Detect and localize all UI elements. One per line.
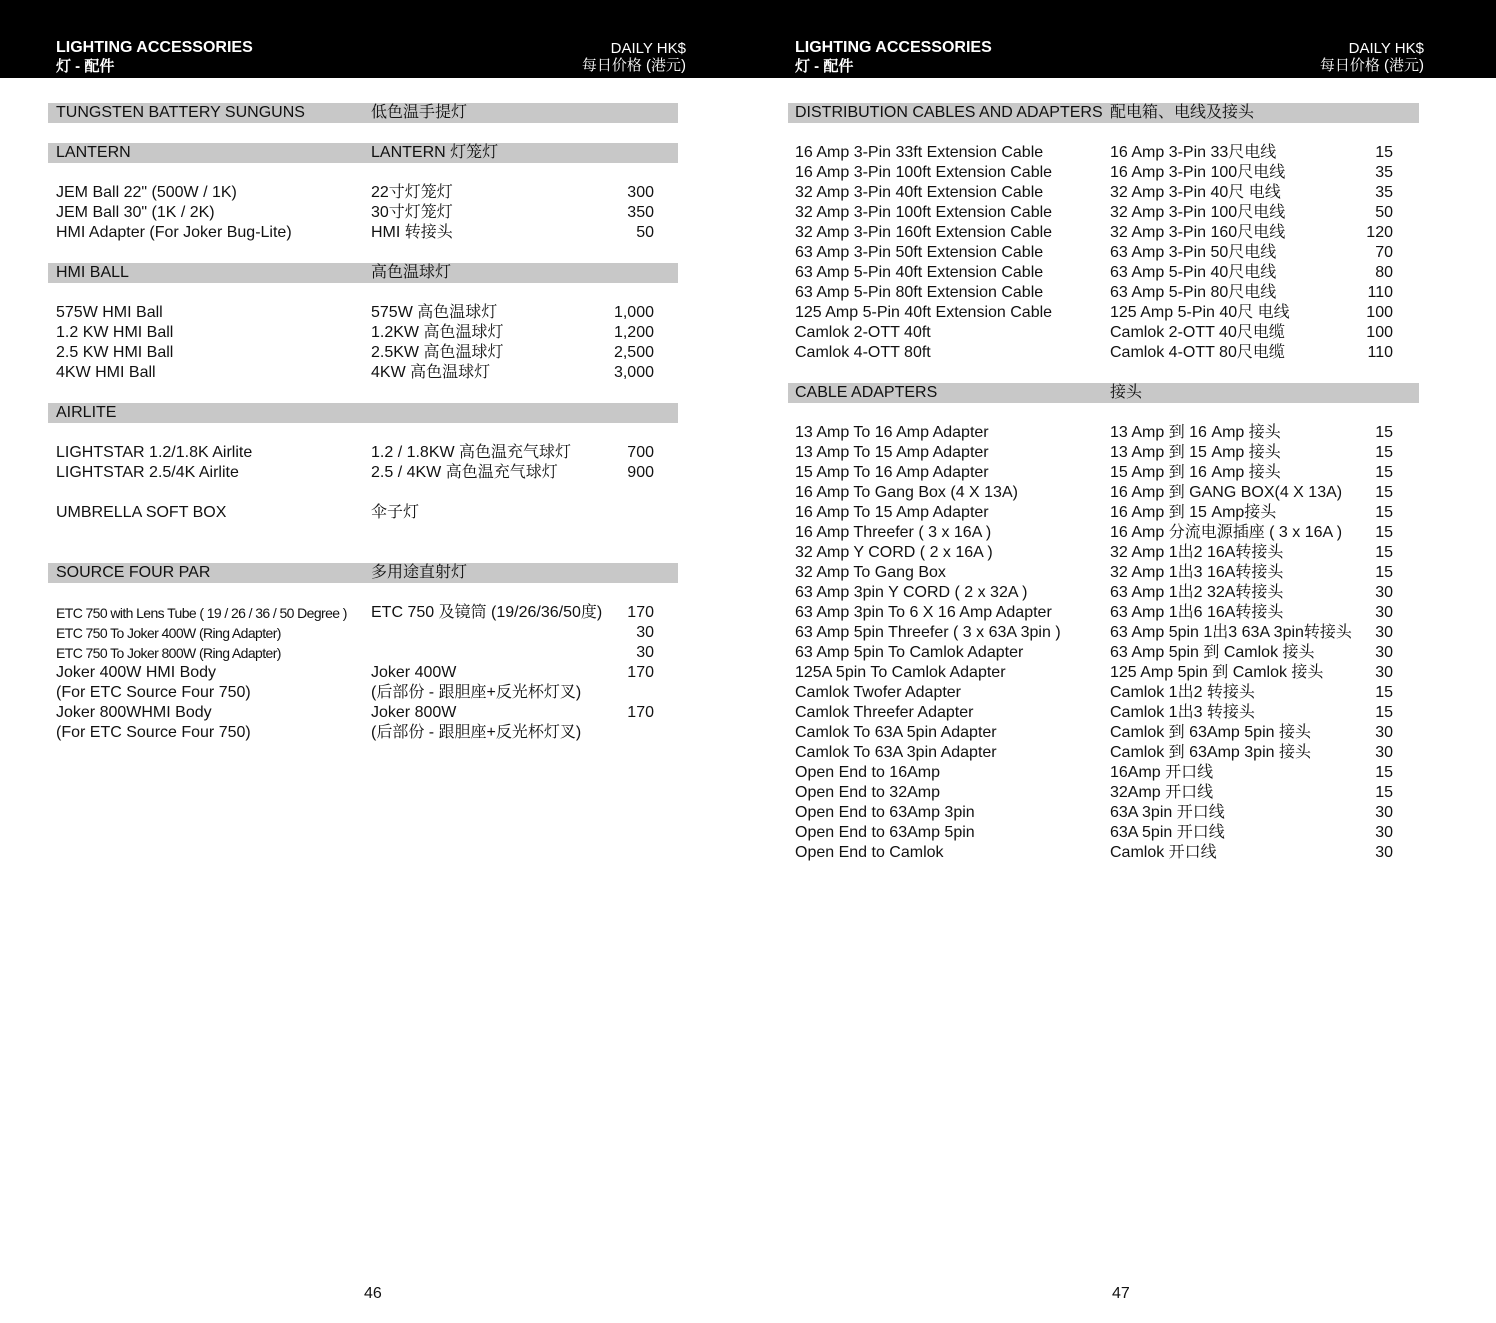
item-price: 30 <box>636 644 654 661</box>
item-price: 30 <box>1375 724 1393 741</box>
item-name-cn: 63A 3pin 开口线 <box>1110 804 1225 821</box>
item-name: 32 Amp 3-Pin 100ft Extension Cable <box>795 204 1053 221</box>
header-title-cn: 灯 - 配件 <box>795 58 854 75</box>
list-item <box>788 643 1419 663</box>
item-name-cn: 32 Amp 3-Pin 40尺 电线 <box>1110 184 1281 201</box>
list-item <box>788 443 1419 463</box>
list-item <box>48 463 678 483</box>
list-item <box>788 303 1419 323</box>
item-price: 100 <box>1366 304 1393 321</box>
list-item <box>788 583 1419 603</box>
item-name: 16 Amp 3-Pin 33ft Extension Cable <box>795 144 1044 161</box>
item-name: Camlok 4-OTT 80ft <box>795 344 931 361</box>
list-item <box>788 143 1419 163</box>
list-item <box>788 703 1419 723</box>
item-name-cn: 2.5 / 4KW 高色温充气球灯 <box>371 464 558 481</box>
item-name-cn: 15 Amp 到 16 Amp 接头 <box>1110 464 1281 481</box>
item-name: 13 Amp To 16 Amp Adapter <box>795 424 989 441</box>
item-name: JEM Ball 30" (1K / 2K) <box>56 204 215 221</box>
item-name: Joker 800WHMI Body <box>56 704 212 721</box>
item-name-cn: 63 Amp 5-Pin 80尺电线 <box>1110 284 1277 301</box>
list-item <box>788 243 1419 263</box>
list-item <box>48 223 678 243</box>
item-name: 32 Amp To Gang Box <box>795 564 946 581</box>
price-list <box>788 103 1419 863</box>
list-item <box>48 503 678 523</box>
item-name: 4KW HMI Ball <box>56 364 156 381</box>
item-name: UMBRELLA SOFT BOX <box>56 504 227 521</box>
list-item <box>48 443 678 463</box>
item-price: 900 <box>627 464 654 481</box>
section-title-cn: 低色温手提灯 <box>371 104 468 121</box>
section-header <box>48 143 678 163</box>
spacer <box>48 543 678 563</box>
item-name-cn: Camlok 1出2 转接头 <box>1110 684 1255 701</box>
item-name-cn: (后部份 - 跟胆座+反光杯灯叉) <box>371 724 582 741</box>
item-price: 35 <box>1375 184 1393 201</box>
item-name-cn: 63 Amp 1出6 16A转接头 <box>1110 604 1284 621</box>
item-name-cn: Joker 800W <box>371 704 457 721</box>
list-item <box>48 643 678 663</box>
list-item <box>788 343 1419 363</box>
item-name: JEM Ball 22" (500W / 1K) <box>56 184 237 201</box>
item-name: Open End to 63Amp 3pin <box>795 804 975 821</box>
item-name-cn: 125 Amp 5-Pin 40尺 电线 <box>1110 304 1290 321</box>
list-item <box>48 323 678 343</box>
item-name: 32 Amp Y CORD ( 2 x 16A ) <box>795 544 993 561</box>
item-price: 35 <box>1375 164 1393 181</box>
spacer <box>788 403 1419 423</box>
right-page <box>748 0 1496 1323</box>
item-name: ETC 750 with Lens Tube ( 19 / 26 / 36 / 50 Degree ) <box>56 605 347 621</box>
list-item <box>788 543 1419 563</box>
item-price: 30 <box>1375 824 1393 841</box>
list-item <box>788 423 1419 443</box>
list-item <box>48 183 678 203</box>
item-price: 80 <box>1375 264 1393 281</box>
page-number: 46 <box>364 1285 382 1302</box>
section-title-cn: 配电箱、电线及接头 <box>1110 104 1255 121</box>
list-item <box>788 503 1419 523</box>
list-item <box>48 303 678 323</box>
list-item <box>48 523 678 543</box>
section-title-cn: 接头 <box>1110 384 1143 401</box>
item-price: 15 <box>1375 784 1393 801</box>
list-item <box>788 843 1419 863</box>
list-item <box>48 683 678 703</box>
item-price: 30 <box>1375 744 1393 761</box>
item-name-cn: Camlok 4-OTT 80尺电缆 <box>1110 344 1285 361</box>
item-price: 350 <box>627 204 654 221</box>
item-price: 170 <box>627 604 654 621</box>
item-price: 170 <box>627 704 654 721</box>
item-price: 15 <box>1375 704 1393 721</box>
section-title-cn: 多用途直射灯 <box>371 564 468 581</box>
item-name: Camlok To 63A 3pin Adapter <box>795 744 997 761</box>
item-name-cn: 30寸灯笼灯 <box>371 204 453 221</box>
list-item <box>788 603 1419 623</box>
item-name: 16 Amp Threefer ( 3 x 16A ) <box>795 524 992 541</box>
item-name-cn: 22寸灯笼灯 <box>371 184 453 201</box>
section-title: CABLE ADAPTERS <box>795 384 938 401</box>
item-name: Camlok 2-OTT 40ft <box>795 324 931 341</box>
list-item <box>788 223 1419 243</box>
item-name-cn: 13 Amp 到 16 Amp 接头 <box>1110 424 1281 441</box>
spacer <box>48 423 678 443</box>
price-column-label: DAILY HK$ <box>1348 40 1424 57</box>
item-name: 13 Amp To 15 Amp Adapter <box>795 444 989 461</box>
item-name-cn: 16 Amp 分流电源插座 ( 3 x 16A ) <box>1110 524 1343 541</box>
spacer <box>48 583 678 603</box>
item-name: 16 Amp To Gang Box (4 X 13A) <box>795 484 1018 501</box>
list-item <box>788 723 1419 743</box>
list-item <box>788 563 1419 583</box>
item-name-cn: Joker 400W <box>371 664 457 681</box>
list-item <box>788 743 1419 763</box>
item-price: 15 <box>1375 424 1393 441</box>
item-name: Camlok Twofer Adapter <box>795 684 962 701</box>
item-name-cn: 575W 高色温球灯 <box>371 304 498 321</box>
list-item <box>788 203 1419 223</box>
item-price: 15 <box>1375 764 1393 781</box>
item-name: LIGHTSTAR 1.2/1.8K Airlite <box>56 444 253 461</box>
item-name-cn: 63A 5pin 开口线 <box>1110 824 1225 841</box>
list-item <box>48 723 678 743</box>
item-name: 575W HMI Ball <box>56 304 163 321</box>
list-item <box>788 663 1419 683</box>
item-name-cn: 32 Amp 1出2 16A转接头 <box>1110 544 1284 561</box>
section-title: SOURCE FOUR PAR <box>56 564 211 581</box>
page-header <box>0 0 748 78</box>
list-item <box>788 263 1419 283</box>
item-name: Open End to 16Amp <box>795 764 940 781</box>
item-name: Open End to 63Amp 5pin <box>795 824 975 841</box>
list-item <box>788 623 1419 643</box>
list-item <box>788 463 1419 483</box>
item-name-cn: 13 Amp 到 15 Amp 接头 <box>1110 444 1281 461</box>
item-name: 63 Amp 3pin Y CORD ( 2 x 32A ) <box>795 584 1028 601</box>
item-name-cn: 32 Amp 3-Pin 160尺电线 <box>1110 224 1286 241</box>
item-name: Open End to 32Amp <box>795 784 940 801</box>
price-column-label-cn: 每日价格 (港元) <box>1319 57 1424 74</box>
item-name: Camlok To 63A 5pin Adapter <box>795 724 997 741</box>
item-name: 63 Amp 5pin To Camlok Adapter <box>795 644 1024 661</box>
list-item <box>788 183 1419 203</box>
item-name-cn: Camlok 到 63Amp 5pin 接头 <box>1110 724 1311 741</box>
item-name: LIGHTSTAR 2.5/4K Airlite <box>56 464 239 481</box>
item-name-cn: 16 Amp 3-Pin 100尺电线 <box>1110 164 1286 181</box>
item-price: 50 <box>1375 204 1393 221</box>
item-price: 1,200 <box>613 324 654 341</box>
list-item <box>788 483 1419 503</box>
item-name-cn: 63 Amp 3-Pin 50尺电线 <box>1110 244 1277 261</box>
list-item <box>48 663 678 683</box>
item-name: 32 Amp 3-Pin 160ft Extension Cable <box>795 224 1053 241</box>
item-price: 110 <box>1367 284 1393 301</box>
list-item <box>788 823 1419 843</box>
item-name-cn: Camlok 到 63Amp 3pin 接头 <box>1110 744 1311 761</box>
item-name: 125 Amp 5-Pin 40ft Extension Cable <box>795 304 1053 321</box>
item-price: 15 <box>1375 684 1393 701</box>
item-price: 15 <box>1375 144 1393 161</box>
item-price: 30 <box>1375 604 1393 621</box>
item-price: 110 <box>1367 344 1393 361</box>
list-item <box>788 763 1419 783</box>
item-name: Open End to Camlok <box>795 844 944 861</box>
item-name-cn: ETC 750 及镜筒 (19/26/36/50度) <box>371 604 603 621</box>
section-title: TUNGSTEN BATTERY SUNGUNS <box>56 104 305 121</box>
item-name-cn: 63 Amp 1出2 32A转接头 <box>1110 584 1284 601</box>
item-price: 30 <box>1375 644 1393 661</box>
item-price: 15 <box>1375 464 1393 481</box>
item-price: 120 <box>1366 224 1393 241</box>
item-name-cn: 2.5KW 高色温球灯 <box>371 344 504 361</box>
item-name-cn: 63 Amp 5pin 1出3 63A 3pin转接头 <box>1110 624 1352 641</box>
item-price: 15 <box>1375 484 1393 501</box>
item-name: HMI Adapter (For Joker Bug-Lite) <box>56 224 292 241</box>
item-name: 63 Amp 5-Pin 80ft Extension Cable <box>795 284 1044 301</box>
item-price: 30 <box>1375 804 1393 821</box>
item-name: 63 Amp 5-Pin 40ft Extension Cable <box>795 264 1044 281</box>
list-item <box>788 803 1419 823</box>
item-name-cn: 1.2KW 高色温球灯 <box>371 324 504 341</box>
item-price: 70 <box>1375 244 1393 261</box>
header-title-cn: 灯 - 配件 <box>56 58 115 75</box>
section-title: DISTRIBUTION CABLES AND ADAPTERS <box>795 104 1103 121</box>
item-name: ETC 750 To Joker 400W (Ring Adapter) <box>56 625 281 641</box>
section-header <box>48 563 678 583</box>
item-name-cn: 32Amp 开口线 <box>1110 784 1214 801</box>
item-price: 700 <box>627 444 654 461</box>
item-name-cn: 4KW 高色温球灯 <box>371 364 491 381</box>
section-header <box>48 403 678 423</box>
item-name: 16 Amp To 15 Amp Adapter <box>795 504 989 521</box>
list-item <box>48 623 678 643</box>
item-name: 15 Amp To 16 Amp Adapter <box>795 464 989 481</box>
item-name-cn: 63 Amp 5pin 到 Camlok 接头 <box>1110 644 1315 661</box>
item-price: 15 <box>1375 444 1393 461</box>
spacer <box>48 283 678 303</box>
item-name: 16 Amp 3-Pin 100ft Extension Cable <box>795 164 1053 181</box>
section-header <box>48 103 678 123</box>
item-name: 2.5 KW HMI Ball <box>56 344 174 361</box>
list-item <box>48 483 678 503</box>
item-price: 30 <box>1375 584 1393 601</box>
spacer <box>48 383 678 403</box>
item-name-cn: 16 Amp 到 GANG BOX(4 X 13A) <box>1110 484 1343 501</box>
list-item <box>788 783 1419 803</box>
spacer <box>48 243 678 263</box>
page-header <box>748 0 1496 78</box>
item-price: 50 <box>636 224 654 241</box>
header-title: LIGHTING ACCESSORIES <box>795 39 992 56</box>
item-price: 100 <box>1366 324 1393 341</box>
item-name-cn: 32 Amp 3-Pin 100尺电线 <box>1110 204 1286 221</box>
item-name-cn: 1.2 / 1.8KW 高色温充气球灯 <box>371 444 572 461</box>
list-item <box>48 703 678 723</box>
header-title: LIGHTING ACCESSORIES <box>56 39 253 56</box>
item-name-cn: 16Amp 开口线 <box>1110 764 1214 781</box>
item-price: 15 <box>1375 504 1393 521</box>
item-name-cn: 63 Amp 5-Pin 40尺电线 <box>1110 264 1277 281</box>
section-title: HMI BALL <box>56 264 129 281</box>
section-title: AIRLITE <box>56 404 117 421</box>
item-name-cn: HMI 转接头 <box>371 224 453 241</box>
item-name-cn: Camlok 1出3 转接头 <box>1110 704 1255 721</box>
list-item <box>788 323 1419 343</box>
item-name-cn: Camlok 开口线 <box>1110 844 1217 861</box>
spacer <box>48 163 678 183</box>
item-name: (For ETC Source Four 750) <box>56 724 251 741</box>
item-name: 32 Amp 3-Pin 40ft Extension Cable <box>795 184 1044 201</box>
item-name: Camlok Threefer Adapter <box>795 704 974 721</box>
section-header <box>788 103 1419 123</box>
section-title-cn: 高色温球灯 <box>371 264 452 281</box>
list-item <box>48 343 678 363</box>
section-header <box>788 383 1419 403</box>
item-price: 30 <box>1375 624 1393 641</box>
item-name: 63 Amp 3pin To 6 X 16 Amp Adapter <box>795 604 1052 621</box>
list-item <box>788 163 1419 183</box>
price-column-label: DAILY HK$ <box>610 40 686 57</box>
item-price: 15 <box>1375 524 1393 541</box>
item-name: ETC 750 To Joker 800W (Ring Adapter) <box>56 645 281 661</box>
item-price: 170 <box>627 664 654 681</box>
list-item <box>788 523 1419 543</box>
item-name-cn: 伞子灯 <box>371 504 420 521</box>
item-name: 63 Amp 3-Pin 50ft Extension Cable <box>795 244 1044 261</box>
item-price: 3,000 <box>613 364 654 381</box>
list-item <box>48 603 678 623</box>
item-price: 15 <box>1375 564 1393 581</box>
item-name: Joker 400W HMI Body <box>56 664 217 681</box>
list-item <box>48 363 678 383</box>
item-name: (For ETC Source Four 750) <box>56 684 251 701</box>
item-name-cn: 16 Amp 3-Pin 33尺电线 <box>1110 144 1277 161</box>
item-name-cn: Camlok 2-OTT 40尺电缆 <box>1110 324 1285 341</box>
section-header <box>48 263 678 283</box>
item-price: 30 <box>1375 664 1393 681</box>
list-item <box>48 203 678 223</box>
item-price: 30 <box>1375 844 1393 861</box>
item-name: 125A 5pin To Camlok Adapter <box>795 664 1006 681</box>
price-list <box>48 103 678 743</box>
item-price: 300 <box>627 184 654 201</box>
page-number: 47 <box>1112 1285 1130 1302</box>
item-price: 2,500 <box>613 344 654 361</box>
spacer <box>48 123 678 143</box>
item-name: 63 Amp 5pin Threefer ( 3 x 63A 3pin ) <box>795 624 1061 641</box>
item-price: 15 <box>1375 544 1393 561</box>
item-name-cn: 16 Amp 到 15 Amp接头 <box>1110 504 1277 521</box>
spacer <box>788 363 1419 383</box>
item-name-cn: 125 Amp 5pin 到 Camlok 接头 <box>1110 664 1324 681</box>
list-item <box>788 683 1419 703</box>
section-title: LANTERN <box>56 144 131 161</box>
spacer <box>788 123 1419 143</box>
section-title-cn: LANTERN 灯笼灯 <box>371 144 499 161</box>
price-column-label-cn: 每日价格 (港元) <box>581 57 686 74</box>
item-name-cn: (后部份 - 跟胆座+反光杯灯叉) <box>371 684 582 701</box>
item-price: 30 <box>636 624 654 641</box>
item-name: 1.2 KW HMI Ball <box>56 324 174 341</box>
item-price: 1,000 <box>613 304 654 321</box>
item-name-cn: 32 Amp 1出3 16A转接头 <box>1110 564 1284 581</box>
list-item <box>788 283 1419 303</box>
